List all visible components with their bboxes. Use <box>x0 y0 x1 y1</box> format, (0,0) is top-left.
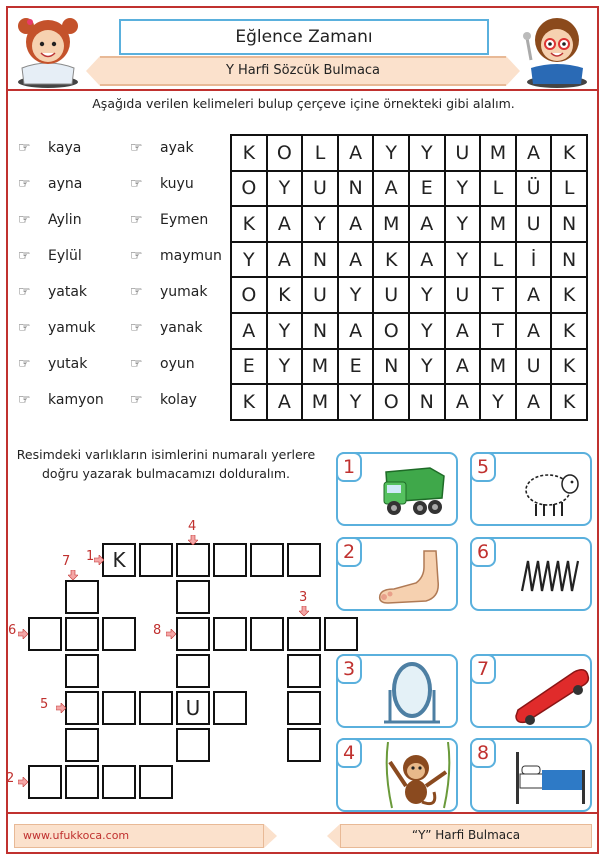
grid-cell[interactable]: Y <box>338 277 374 313</box>
grid-cell[interactable]: M <box>480 135 516 171</box>
crossword-box[interactable] <box>250 543 284 577</box>
grid-cell[interactable]: L <box>551 171 587 207</box>
word-item <box>130 390 197 410</box>
grid-cell[interactable]: K <box>551 313 587 349</box>
grid-cell[interactable]: Y <box>267 313 303 349</box>
crossword-box[interactable] <box>213 617 247 651</box>
crossword-box[interactable] <box>102 691 136 725</box>
card-number: 2 <box>336 537 362 567</box>
grid-cell[interactable]: N <box>338 171 374 207</box>
word-item <box>18 210 82 230</box>
grid-cell[interactable]: Y <box>267 171 303 207</box>
grid-cell[interactable]: M <box>480 206 516 242</box>
grid-cell[interactable]: K <box>551 349 587 385</box>
crossword-box[interactable] <box>287 691 321 725</box>
grid-cell[interactable]: O <box>373 384 409 420</box>
grid-cell[interactable]: M <box>302 349 338 385</box>
arrow-right-icon <box>94 555 104 565</box>
grid-cell[interactable]: K <box>551 384 587 420</box>
grid-cell[interactable]: E <box>231 349 267 385</box>
grid-cell[interactable]: L <box>480 171 516 207</box>
grid-cell[interactable]: K <box>231 206 267 242</box>
word-search-grid <box>230 134 588 421</box>
pointing-hand-icon: ☞ <box>18 176 31 192</box>
grid-cell[interactable]: Y <box>231 242 267 278</box>
crossword-box[interactable] <box>102 617 136 651</box>
grid-cell[interactable]: K <box>231 384 267 420</box>
grid-cell[interactable]: A <box>231 313 267 349</box>
pointing-hand-icon: ☞ <box>130 140 143 156</box>
crossword-box[interactable] <box>139 543 173 577</box>
spring-icon <box>516 551 586 601</box>
arrow-right-icon <box>18 777 28 787</box>
grid-cell[interactable]: Y <box>409 313 445 349</box>
word-item <box>18 282 87 302</box>
word-label: yamuk <box>48 320 96 336</box>
grid-cell[interactable]: M <box>373 206 409 242</box>
grid-cell[interactable]: N <box>373 349 409 385</box>
grid-cell[interactable]: K <box>373 242 409 278</box>
grid-cell[interactable]: L <box>302 135 338 171</box>
picture-card-2 <box>336 537 458 611</box>
crossword-box[interactable] <box>65 580 99 614</box>
grid-cell[interactable]: A <box>445 384 481 420</box>
picture-card-3 <box>336 654 458 728</box>
foot-icon <box>374 547 454 607</box>
crossword-box[interactable] <box>28 617 62 651</box>
crossword-box[interactable] <box>65 728 99 762</box>
picture-card-1 <box>336 452 458 526</box>
pointing-hand-icon: ☞ <box>18 392 31 408</box>
pointing-hand-icon: ☞ <box>130 176 143 192</box>
word-label: oyun <box>160 356 195 372</box>
grid-cell[interactable]: A <box>409 206 445 242</box>
monkey-icon <box>382 742 452 812</box>
crossword-box[interactable] <box>65 617 99 651</box>
grid-cell[interactable]: A <box>445 349 481 385</box>
word-item <box>130 354 195 374</box>
crossword-box[interactable] <box>65 691 99 725</box>
grid-cell[interactable]: N <box>551 206 587 242</box>
grid-cell[interactable]: K <box>267 277 303 313</box>
crossword-box[interactable] <box>102 765 136 799</box>
girl-left-icon <box>8 8 88 90</box>
word-label: kaya <box>48 140 82 156</box>
footer-divider <box>8 812 598 814</box>
picture-card-8 <box>470 738 592 812</box>
pointing-hand-icon: ☞ <box>130 320 143 336</box>
grid-cell[interactable]: M <box>480 349 516 385</box>
arrow-right-icon <box>56 703 66 713</box>
arrow-right-icon <box>166 629 176 639</box>
grid-cell[interactable]: A <box>267 242 303 278</box>
word-label: ayna <box>48 176 83 192</box>
grid-cell[interactable]: Y <box>373 135 409 171</box>
sheep-icon <box>518 460 582 522</box>
crossword-number: 5 <box>40 697 49 712</box>
word-label: Eylül <box>48 248 82 264</box>
crossword-box[interactable] <box>176 654 210 688</box>
grid-cell[interactable]: A <box>409 242 445 278</box>
grid-cell[interactable]: U <box>302 171 338 207</box>
grid-cell[interactable]: T <box>480 313 516 349</box>
mirror-icon <box>382 660 442 726</box>
word-label: Aylin <box>48 212 82 228</box>
word-item <box>130 210 208 230</box>
card-number: 6 <box>470 537 496 567</box>
card-number: 3 <box>336 654 362 684</box>
grid-cell[interactable]: Ü <box>516 171 552 207</box>
pointing-hand-icon: ☞ <box>18 284 31 300</box>
crossword-box[interactable] <box>139 765 173 799</box>
arrow-down-icon <box>188 535 198 545</box>
grid-cell[interactable]: N <box>551 242 587 278</box>
skateboard-icon <box>512 664 592 726</box>
crossword-box[interactable] <box>65 765 99 799</box>
crossword-box[interactable]: U <box>176 691 210 725</box>
word-label: yumak <box>160 284 208 300</box>
grid-cell[interactable]: Y <box>267 349 303 385</box>
grid-cell[interactable]: N <box>302 313 338 349</box>
grid-cell[interactable]: A <box>445 313 481 349</box>
grid-cell[interactable]: U <box>445 277 481 313</box>
picture-card-7 <box>470 654 592 728</box>
pointing-hand-icon: ☞ <box>130 392 143 408</box>
grid-cell[interactable]: Y <box>302 206 338 242</box>
crossword-box[interactable] <box>324 617 358 651</box>
grid-cell[interactable]: A <box>338 135 374 171</box>
pointing-hand-icon: ☞ <box>130 284 143 300</box>
pointing-hand-icon: ☞ <box>18 248 31 264</box>
grid-cell[interactable]: E <box>338 349 374 385</box>
grid-cell[interactable]: A <box>516 384 552 420</box>
crossword-box[interactable] <box>213 543 247 577</box>
grid-cell[interactable]: N <box>302 242 338 278</box>
crossword-number: 3 <box>299 590 308 605</box>
crossword-box[interactable] <box>287 654 321 688</box>
grid-cell[interactable]: A <box>516 313 552 349</box>
grid-cell[interactable]: A <box>373 171 409 207</box>
arrow-down-icon <box>299 606 309 616</box>
grid-cell[interactable]: A <box>516 135 552 171</box>
grid-cell[interactable]: A <box>267 206 303 242</box>
card-number: 4 <box>336 738 362 768</box>
grid-cell[interactable]: Y <box>480 384 516 420</box>
grid-cell[interactable]: Y <box>445 171 481 207</box>
grid-cell[interactable]: O <box>373 313 409 349</box>
arrow-right-icon <box>18 629 28 639</box>
card-number: 8 <box>470 738 496 768</box>
grid-cell[interactable]: L <box>480 242 516 278</box>
crossword-box[interactable] <box>287 728 321 762</box>
grid-cell[interactable]: O <box>231 171 267 207</box>
word-item <box>18 138 81 158</box>
word-item <box>130 318 202 338</box>
footer-label: “Y” Harfi Bulmaca <box>340 824 592 848</box>
word-item <box>18 390 104 410</box>
crossword-box[interactable] <box>250 617 284 651</box>
crossword-box[interactable] <box>65 654 99 688</box>
pointing-hand-icon: ☞ <box>130 212 143 228</box>
crossword-box[interactable] <box>28 765 62 799</box>
header-divider <box>8 89 598 91</box>
grid-cell[interactable]: U <box>373 277 409 313</box>
word-item <box>18 174 82 194</box>
crossword-box[interactable] <box>287 543 321 577</box>
word-label: kuyu <box>160 176 194 192</box>
crossword-box[interactable]: K <box>102 543 136 577</box>
grid-cell[interactable]: E <box>409 171 445 207</box>
grid-cell[interactable]: K <box>551 277 587 313</box>
word-label: kamyon <box>48 392 104 408</box>
word-label: Eymen <box>160 212 209 228</box>
grid-cell[interactable]: A <box>338 242 374 278</box>
picture-card-5 <box>470 452 592 526</box>
instruction-crossword: Resimdeki varlıkların isimlerini numaralı yerlere doğru yazarak bulmacamızı dolduralım. <box>16 447 316 481</box>
card-number: 7 <box>470 654 496 684</box>
grid-cell[interactable]: Y <box>445 242 481 278</box>
crossword-box[interactable] <box>139 691 173 725</box>
grid-cell[interactable]: A <box>516 277 552 313</box>
picture-card-6 <box>470 537 592 611</box>
pointing-hand-icon: ☞ <box>18 356 31 372</box>
word-item <box>130 246 222 266</box>
crossword-number: 2 <box>6 771 15 786</box>
grid-cell[interactable]: U <box>302 277 338 313</box>
grid-cell[interactable]: İ <box>516 242 552 278</box>
crossword-number: 4 <box>188 519 197 534</box>
crossword-box[interactable] <box>176 543 210 577</box>
grid-cell[interactable]: U <box>516 349 552 385</box>
girl-right-icon <box>517 8 597 90</box>
crossword-box[interactable] <box>287 617 321 651</box>
word-label: maymun <box>160 248 222 264</box>
word-label: yanak <box>160 320 203 336</box>
grid-cell[interactable]: O <box>231 277 267 313</box>
picture-card-4 <box>336 738 458 812</box>
grid-cell[interactable]: Y <box>445 206 481 242</box>
instruction-find-words: Aşağıda verilen kelimeleri bulup çerçeve içine örnekteki gibi alalım. <box>92 96 515 111</box>
subtitle-ribbon: Y Harfi Sözcük Bulmaca <box>100 56 506 86</box>
grid-cell[interactable]: K <box>231 135 267 171</box>
word-item <box>130 282 207 302</box>
grid-cell[interactable]: A <box>338 313 374 349</box>
word-item <box>18 246 82 266</box>
bed-icon <box>512 746 590 808</box>
card-number: 1 <box>336 452 362 482</box>
pointing-hand-icon: ☞ <box>18 320 31 336</box>
grid-cell[interactable]: Y <box>409 349 445 385</box>
grid-cell[interactable]: Y <box>338 384 374 420</box>
pointing-hand-icon: ☞ <box>130 248 143 264</box>
grid-cell[interactable]: T <box>480 277 516 313</box>
pointing-hand-icon: ☞ <box>130 356 143 372</box>
crossword-number: 1 <box>86 549 95 564</box>
crossword-box[interactable] <box>176 580 210 614</box>
crossword-number: 8 <box>153 623 162 638</box>
word-item <box>18 354 87 374</box>
word-label: ayak <box>160 140 194 156</box>
word-label: yatak <box>48 284 88 300</box>
grid-cell[interactable]: U <box>445 135 481 171</box>
grid-cell[interactable]: Y <box>409 277 445 313</box>
grid-cell[interactable]: Y <box>409 135 445 171</box>
arrow-down-icon <box>68 570 78 580</box>
crossword-number: 6 <box>8 623 17 638</box>
website-link[interactable]: www.ufukkoca.com <box>14 824 264 848</box>
word-item <box>130 138 194 158</box>
grid-cell[interactable]: A <box>338 206 374 242</box>
pointing-hand-icon: ☞ <box>18 212 31 228</box>
crossword-box[interactable] <box>176 617 210 651</box>
grid-cell[interactable]: U <box>516 206 552 242</box>
grid-cell[interactable]: O <box>267 135 303 171</box>
crossword-box[interactable] <box>176 728 210 762</box>
truck-icon <box>380 458 450 522</box>
grid-cell[interactable]: K <box>551 135 587 171</box>
word-label: yutak <box>48 356 88 372</box>
page-title: Eğlence Zamanı <box>119 19 489 55</box>
grid-cell[interactable]: N <box>409 384 445 420</box>
word-label: kolay <box>160 392 197 408</box>
card-number: 5 <box>470 452 496 482</box>
crossword-box[interactable] <box>213 691 247 725</box>
crossword-number: 7 <box>62 554 71 569</box>
word-item <box>130 174 194 194</box>
grid-cell[interactable]: A <box>267 384 303 420</box>
word-item <box>18 318 95 338</box>
pointing-hand-icon: ☞ <box>18 140 31 156</box>
grid-cell[interactable]: M <box>302 384 338 420</box>
